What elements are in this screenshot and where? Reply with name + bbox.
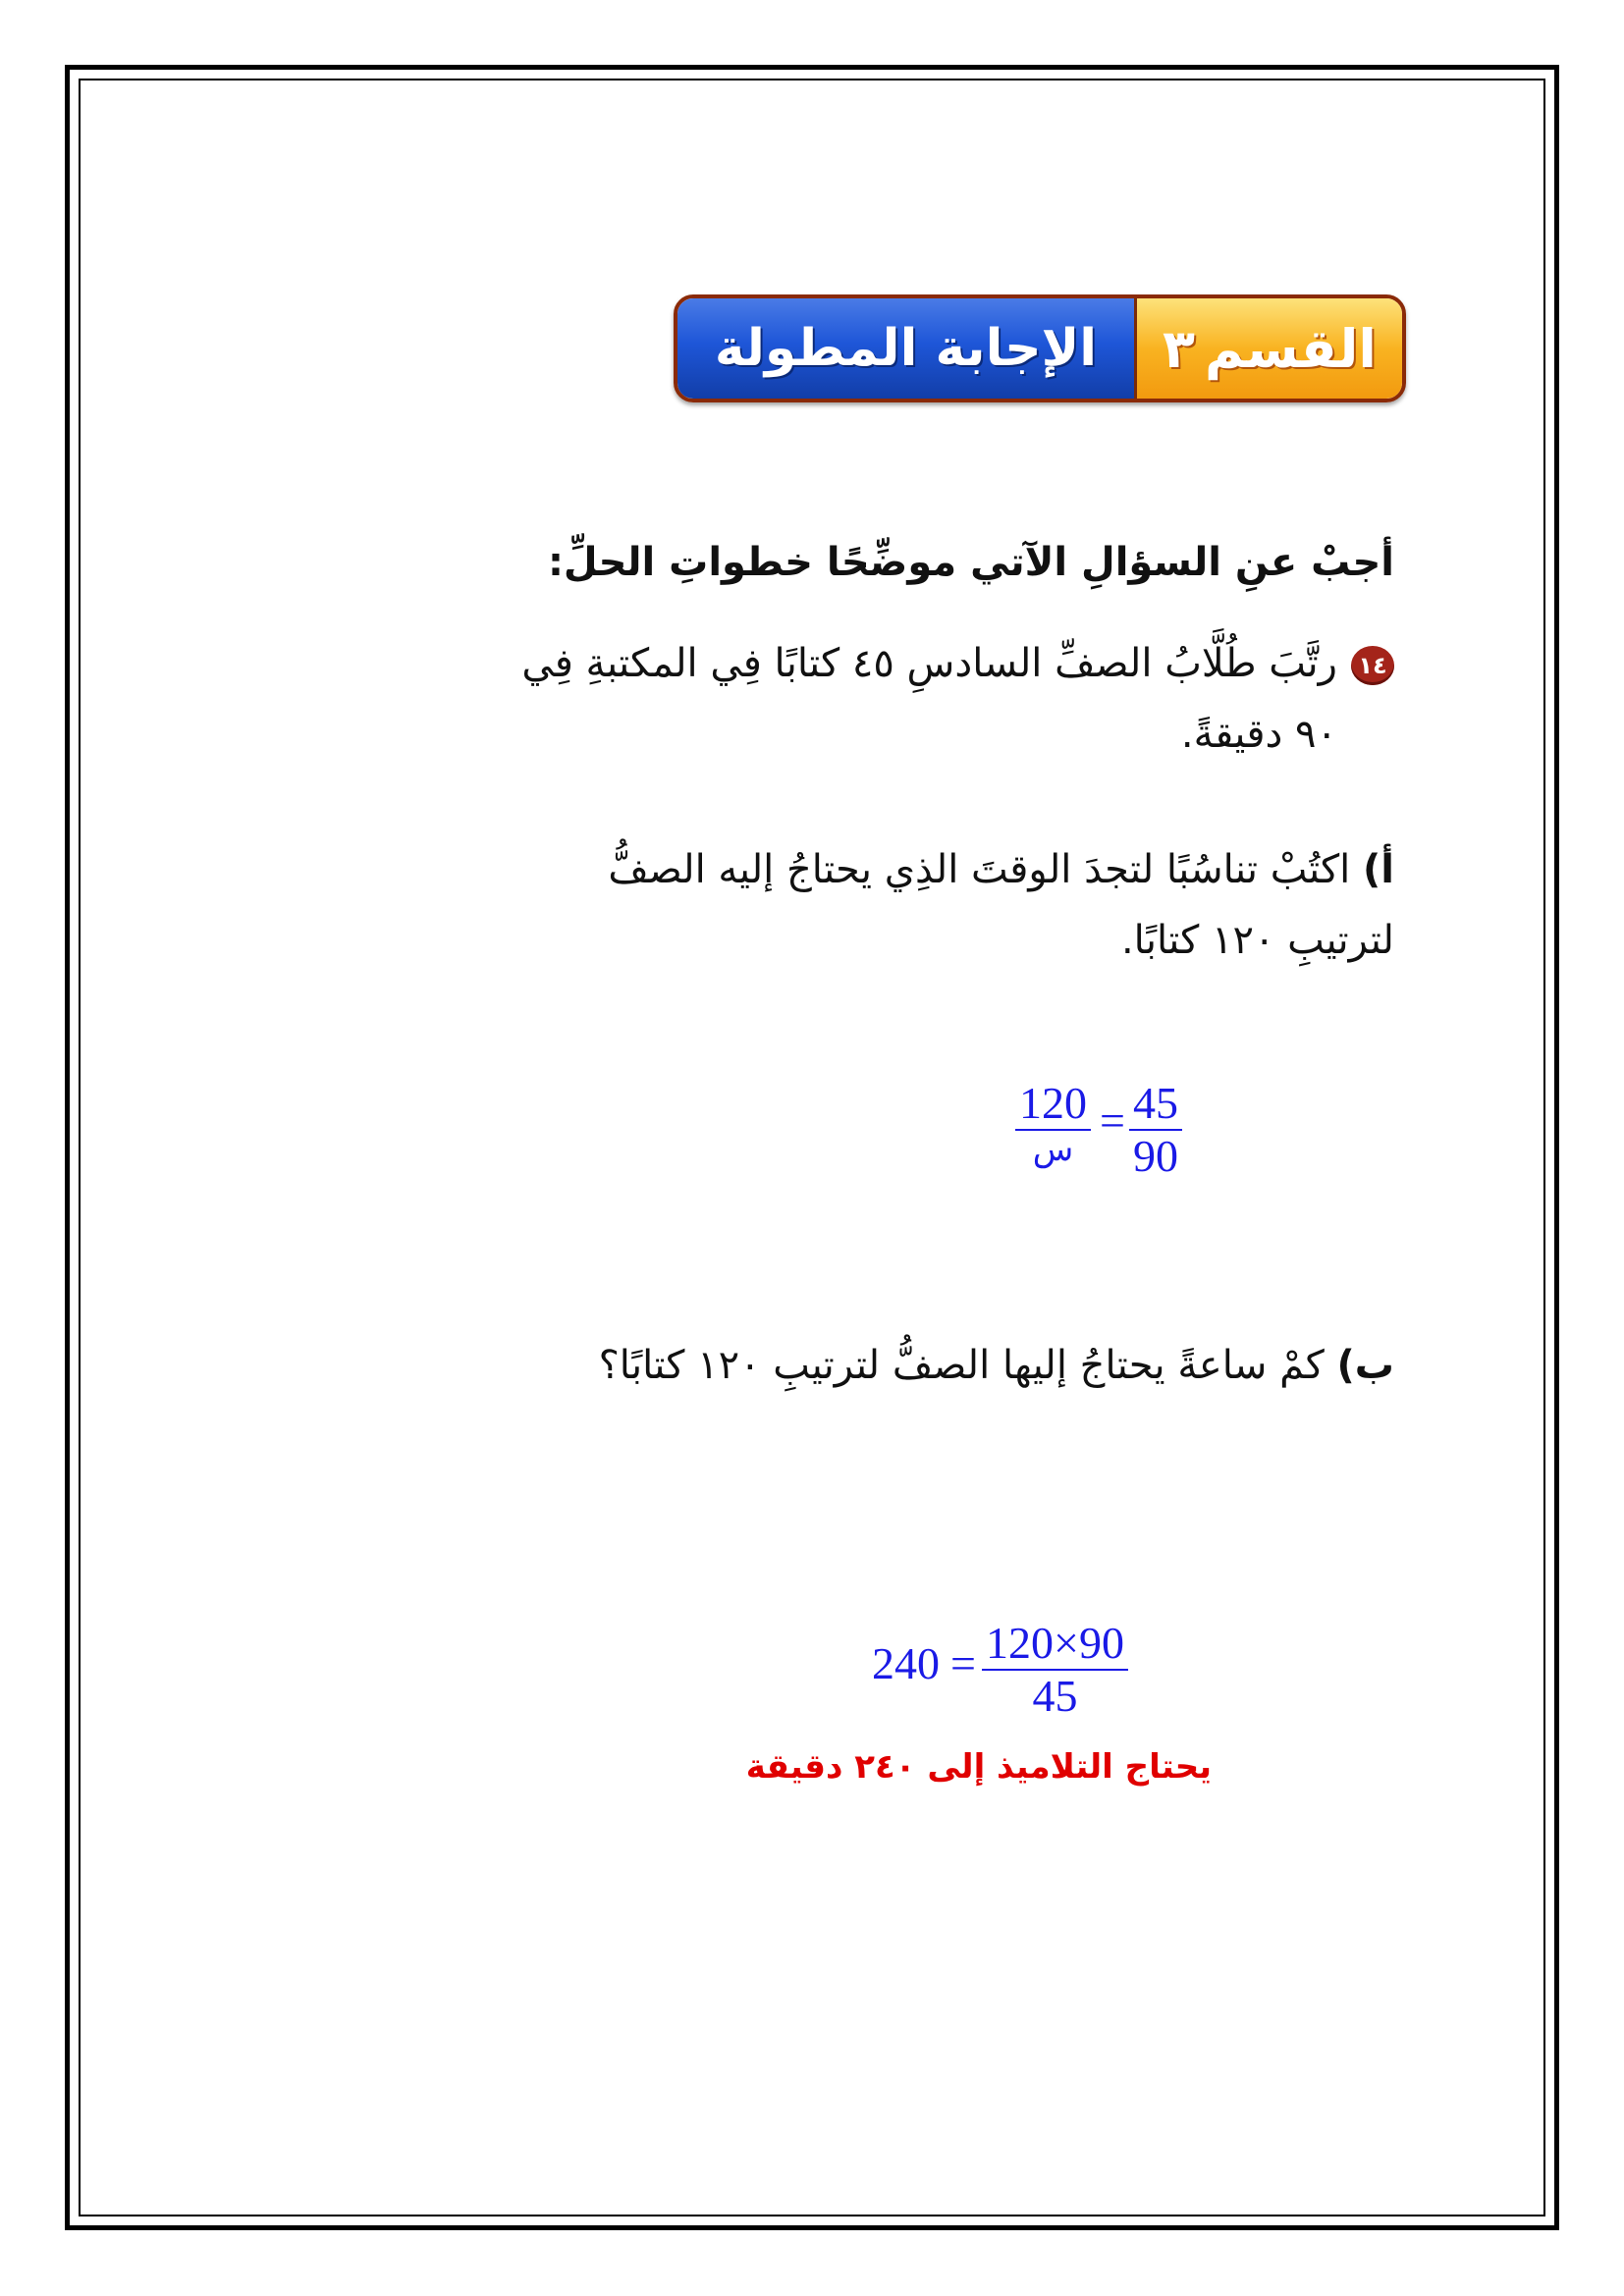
proportion-right-denominator: 90	[1133, 1131, 1178, 1182]
section-label: القسم	[1205, 317, 1377, 380]
proportion-left-fraction	[1015, 1080, 1091, 1168]
calculation-fraction	[982, 1620, 1128, 1721]
answer-text: يحتاج التلاميذ إلى ٢٤٠ دقيقة	[745, 1747, 1212, 1787]
calculation-equals: =	[950, 1638, 976, 1688]
proportion-right-numerator: 45	[1129, 1080, 1182, 1131]
proportion-left-numerator: 120	[1015, 1080, 1091, 1131]
calculation-numerator: 120×90	[982, 1620, 1128, 1671]
part-a-line-1	[216, 834, 1394, 905]
question-number-badge: ١٤	[1351, 646, 1394, 685]
question-text-2: ٩٠ دقيقةً.	[1180, 712, 1337, 757]
proportion-right-fraction	[1129, 1080, 1182, 1181]
instruction-text: أجبْ عنِ السؤالِ الآتي موضِّحًا خطواتِ الحلِّ:	[547, 540, 1394, 585]
part-a-letter: أ)	[1363, 847, 1394, 892]
part-a	[216, 834, 1394, 976]
proportion-equals: =	[1100, 1095, 1125, 1146]
part-b-text: كمْ ساعةً يحتاجُ إليها الصفُّ لترتيبِ ١٢٠ كتابًا؟	[598, 1343, 1325, 1388]
calculation-denominator: 45	[1032, 1671, 1078, 1722]
calculation-result: 240	[872, 1638, 940, 1688]
part-a-text-2: لترتيبِ ١٢٠ كتابًا.	[1120, 918, 1394, 963]
question-line-1	[216, 628, 1394, 699]
part-a-text-1: اكتُبْ تناسُبًا لتجدَ الوقتَ الذِي يحتاجُ إليه الصفُّ	[608, 847, 1351, 892]
part-b-letter: ب)	[1336, 1343, 1394, 1388]
section-title: الإجابة المطولة	[714, 319, 1098, 378]
part-b	[216, 1330, 1394, 1401]
section-label-panel	[1137, 298, 1402, 399]
section-banner	[674, 294, 1406, 402]
question-14	[216, 628, 1394, 770]
proportion-left-denominator: س	[1032, 1132, 1074, 1169]
question-text-1: رتَّبَ طُلَّابُ الصفِّ السادسِ ٤٥ كتابًا فِي المكتبةِ فِي	[521, 641, 1337, 686]
section-title-panel	[677, 298, 1137, 399]
section-number: ٣	[1163, 317, 1195, 380]
